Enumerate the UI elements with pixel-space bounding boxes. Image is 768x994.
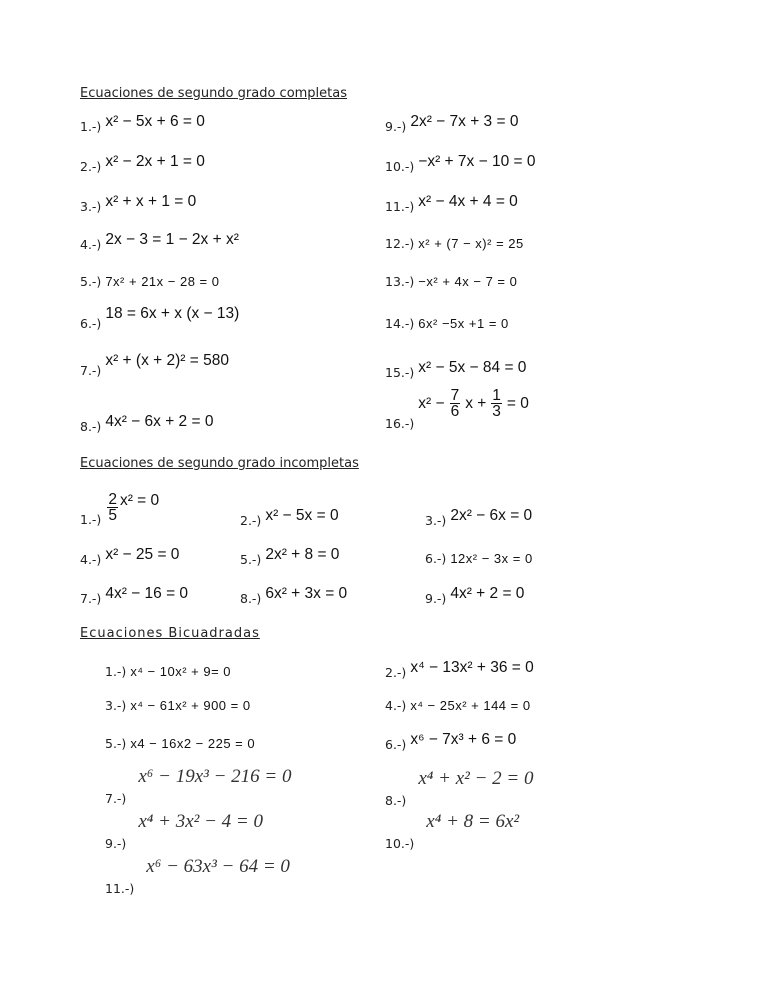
equation [418,388,529,419]
item-label: 15.-) [385,365,415,380]
equation-item [385,359,527,380]
equation: x⁴ − 10x² + 9= 0 [130,664,231,679]
equation-item [80,113,205,134]
equation-item [105,664,231,679]
equation-item [385,768,534,808]
equation-item [105,698,251,713]
item-label: 11.-) [105,881,135,896]
item-label: 5.-) [240,552,262,567]
item-label: 3.-) [80,199,102,214]
item-label: 14.-) [385,316,415,331]
equation-item [80,491,160,527]
fraction [107,492,118,523]
equation-item [425,585,525,606]
item-label: 5.-) [80,274,102,289]
item-label: 9.-) [425,591,447,606]
equation: −x² + 7x − 10 = 0 [418,153,536,170]
item-label: 1.-) [105,664,127,679]
equation-item [80,274,219,289]
item-label: 5.-) [105,736,127,751]
equation-item [80,153,205,174]
equation: x² + (7 − x)² = 25 [418,236,524,251]
equation: x⁶ − 7x³ + 6 = 0 [410,731,517,748]
item-label: 12.-) [385,236,415,251]
item-label: 2.-) [80,159,102,174]
equation-part: x + [465,394,487,412]
equation-item [105,766,292,806]
equation: 4x² − 16 = 0 [105,585,189,602]
equation-item [80,193,197,214]
item-label: 6.-) [425,551,447,566]
denominator: 6 [450,403,460,420]
equation-item [385,731,517,752]
equation-item [105,856,290,896]
equation-item [80,231,239,252]
equation: 4x² − 6x + 2 = 0 [105,413,214,430]
equation: 7x² + 21x − 28 = 0 [105,274,220,289]
equation: x4 − 16x2 − 225 = 0 [130,736,256,751]
equation: x⁴ + 3x² − 4 = 0 [138,811,263,832]
item-label: 2.-) [385,665,407,680]
equation: 2x² + 8 = 0 [265,546,340,563]
item-label: 4.-) [385,698,407,713]
equation: x² − 5x = 0 [265,507,339,524]
equation: x⁴ − 13x² + 36 = 0 [410,659,534,676]
item-label: 3.-) [425,513,447,528]
fraction [491,388,502,419]
item-label: 3.-) [105,698,127,713]
section-title-incompletas: Ecuaciones de segundo grado incompletas [80,456,359,471]
equation: x² − 5x + 6 = 0 [105,113,205,130]
equation: x² − 4x + 4 = 0 [418,193,518,210]
fraction [450,388,461,419]
equation-item [385,698,531,713]
equation: 4x² + 2 = 0 [450,585,525,602]
equation: x² + x + 1 = 0 [105,193,197,210]
equation: −x² + 4x − 7 = 0 [418,274,518,289]
item-label: 7.-) [80,591,102,606]
item-label: 8.-) [385,793,407,808]
equation-part: = 0 [506,394,529,412]
equation-item [105,811,263,851]
equation: 2x² − 6x = 0 [450,507,533,524]
equation [105,492,159,523]
equation-item [385,659,534,680]
item-label: 6.-) [80,316,102,331]
equation-item [80,352,229,378]
equation: 2x − 3 = 1 − 2x + x² [105,231,239,248]
equation: 6x² −5x +1 = 0 [418,316,509,331]
item-label: 9.-) [105,836,127,851]
equation: x⁴ − 61x² + 900 = 0 [130,698,251,713]
item-label: 2.-) [240,513,262,528]
item-label: 16.-) [385,416,415,431]
item-label: 1.-) [80,512,102,527]
item-label: 6.-) [385,737,407,752]
equation-item [240,585,348,606]
equation-item [240,507,339,528]
numerator: 7 [450,387,460,404]
equation: x⁴ − 25x² + 144 = 0 [410,698,531,713]
equation: x⁶ − 63x³ − 64 = 0 [146,856,290,877]
section-title-bicuadradas: Ecuaciones Bicuadradas [80,626,260,641]
item-label: 4.-) [80,552,102,567]
equation-item [80,546,180,567]
equation-item [385,274,517,289]
equation: 2x² − 7x + 3 = 0 [410,113,519,130]
equation: 12x² − 3x = 0 [450,551,533,566]
equation: x² − 2x + 1 = 0 [105,153,205,170]
equation: x² − 25 = 0 [105,546,180,563]
equation: x⁴ + x² − 2 = 0 [418,768,534,789]
equation-item [425,507,533,528]
equation: x⁶ − 19x³ − 216 = 0 [138,766,292,787]
equation-item [80,305,240,331]
section-title-completas: Ecuaciones de segundo grado completas [80,86,348,101]
equation-item [105,736,255,751]
equation-item [385,193,518,214]
equation-item [385,811,520,851]
item-label: 7.-) [80,363,102,378]
item-label: 11.-) [385,199,415,214]
numerator: 1 [492,387,501,404]
denominator: 5 [108,507,117,524]
item-label: 7.-) [105,791,127,806]
equation: x⁴ + 8 = 6x² [426,811,520,832]
equation: x² − 5x − 84 = 0 [418,359,527,376]
item-label: 4.-) [80,237,102,252]
item-label: 8.-) [240,591,262,606]
equation-item [385,387,529,431]
equation: x² + (x + 2)² = 580 [105,352,229,369]
equation: 6x² + 3x = 0 [265,585,348,602]
equation-part: x² − [418,394,445,412]
item-label: 8.-) [80,419,102,434]
item-label: 13.-) [385,274,415,289]
equation-item [425,551,533,566]
denominator: 3 [492,403,501,420]
numerator: 2 [108,491,117,508]
equation-item [240,546,340,567]
item-label: 9.-) [385,119,407,134]
equation-item [385,236,524,251]
equation-part: x² = 0 [119,492,160,509]
equation-item [80,585,189,606]
equation-item [80,413,214,434]
item-label: 10.-) [385,836,415,851]
equation-item [385,153,536,174]
item-label: 1.-) [80,119,102,134]
item-label: 10.-) [385,159,415,174]
equation-item [385,316,509,331]
equation-item [385,113,519,134]
equation: 18 = 6x + x (x − 13) [105,305,240,322]
